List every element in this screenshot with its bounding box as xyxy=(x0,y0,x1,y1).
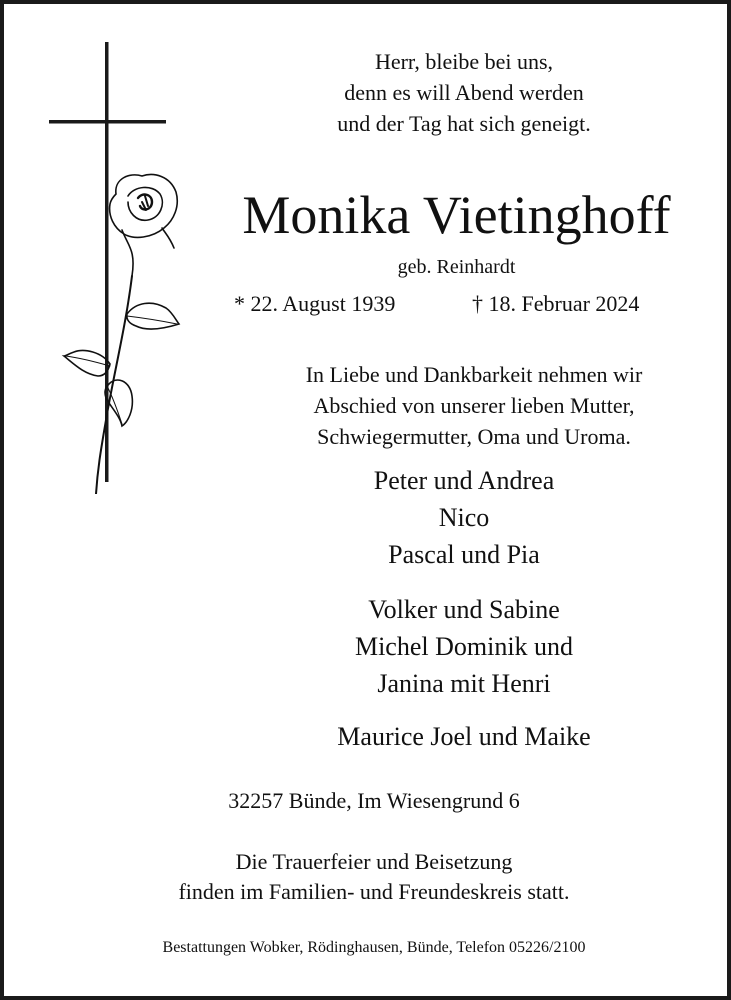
farewell-line: Abschied von unserer lieben Mutter, xyxy=(313,393,635,418)
verse-line: Herr, bleibe bei uns, xyxy=(374,49,554,74)
mourner-name: Peter und Andrea xyxy=(373,466,555,495)
mourner-name: Janina mit Henri xyxy=(377,669,551,698)
verse-line: denn es will Abend werden xyxy=(344,80,584,105)
verse-line: und der Tag hat sich geneigt. xyxy=(337,111,591,136)
mourning-address: 32257 Bünde, Im Wiesengrund 6 xyxy=(228,788,520,813)
mourner-name: Pascal und Pia xyxy=(388,540,540,569)
verse-quote xyxy=(234,46,694,139)
family-group xyxy=(254,462,674,573)
family-group xyxy=(254,591,674,702)
ceremony-line: finden im Familien- und Freundeskreis statt. xyxy=(178,879,570,904)
farewell-text xyxy=(224,359,724,452)
farewell-line: In Liebe und Dankbarkeit nehmen wir xyxy=(305,362,643,387)
birth-date: * 22. August 1939 xyxy=(234,291,396,316)
death-date: † 18. Februar 2024 xyxy=(472,291,640,316)
family-group xyxy=(254,718,674,755)
deceased-name: Monika Vietinghoff xyxy=(242,185,671,245)
mourner-name: Maurice Joel und Maike xyxy=(337,722,591,751)
mourner-name: Michel Dominik und xyxy=(354,632,574,661)
ceremony-info xyxy=(84,847,664,907)
cross-with-rose-illustration xyxy=(44,34,194,494)
mourner-name: Nico xyxy=(438,503,490,532)
ceremony-line: Die Trauerfeier und Beisetzung xyxy=(235,849,513,874)
farewell-line: Schwiegermutter, Oma und Uroma. xyxy=(317,424,631,449)
rose-icon xyxy=(64,175,179,494)
mourner-name: Volker und Sabine xyxy=(368,595,560,624)
birth-name: geb. Reinhardt xyxy=(397,256,516,278)
funeral-home-info: Bestattungen Wobker, Rödinghausen, Bünde, Telefon 05226/2100 xyxy=(162,939,586,956)
